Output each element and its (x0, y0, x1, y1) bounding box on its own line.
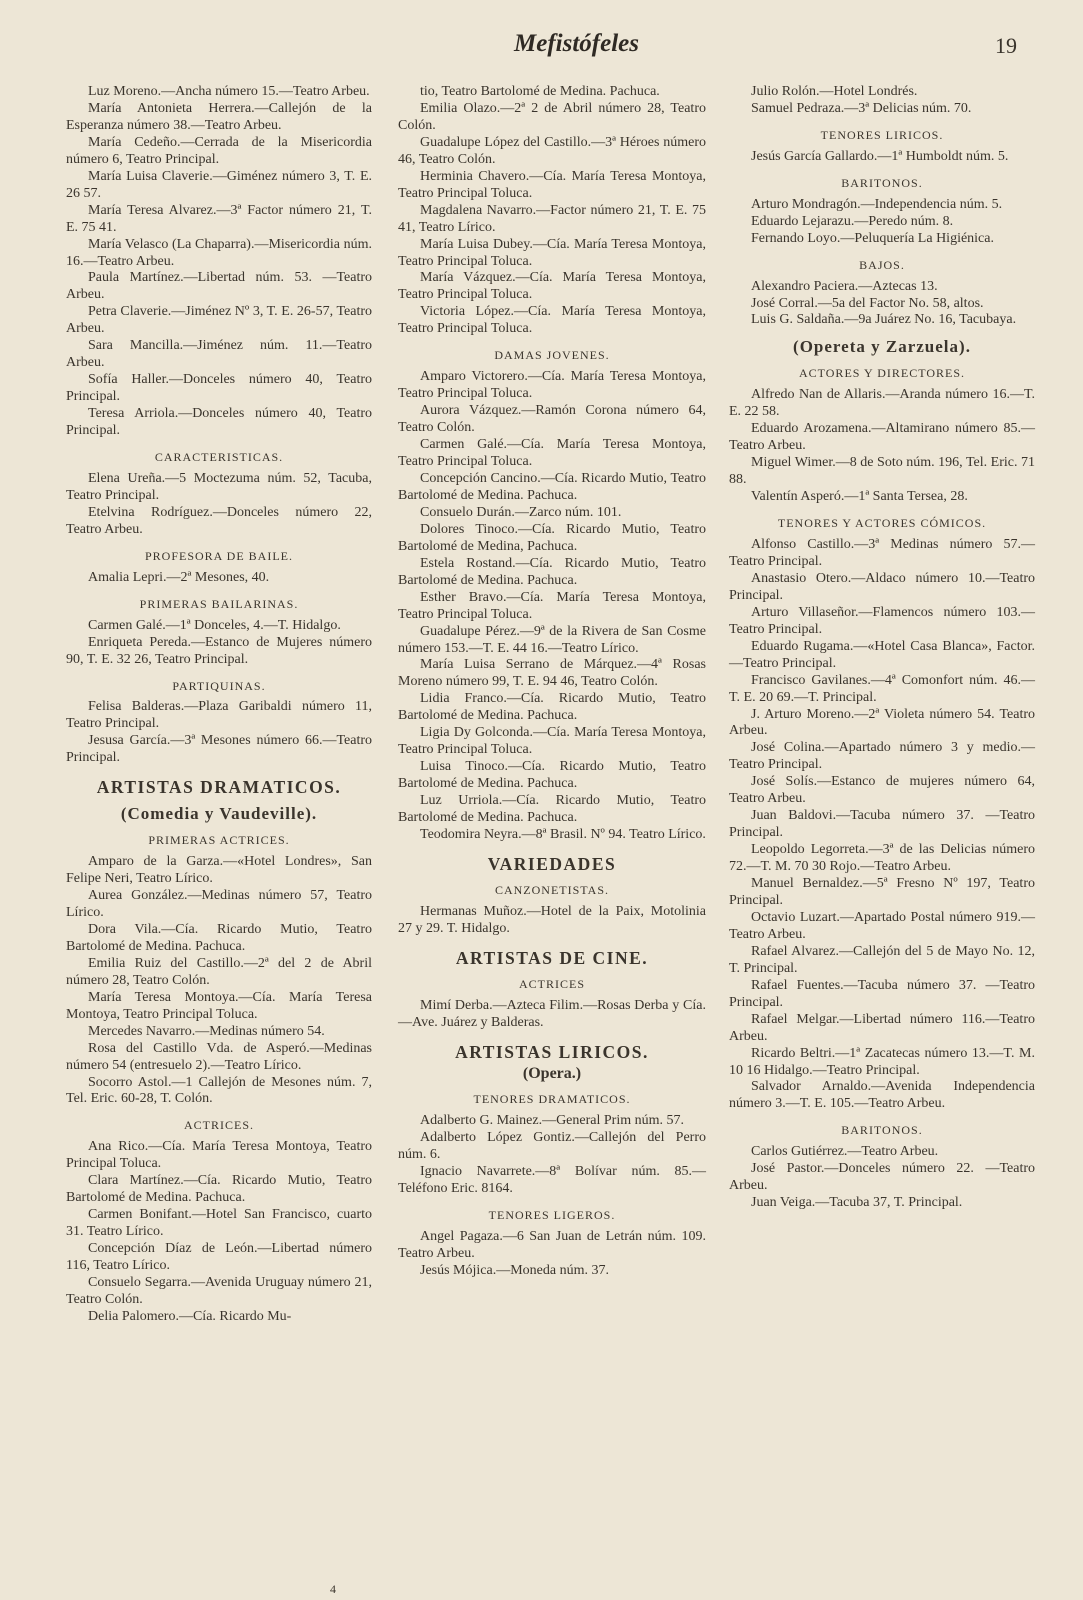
directory-entry: Estela Rostand.—Cía. Ricardo Mutio, Teatro Bartolomé de Medina. Pachuca. (398, 555, 706, 588)
directory-entry: Petra Claverie.—Jiménez Nº 3, T. E. 26-57, Teatro Arbeu. (66, 304, 372, 337)
directory-entry: Arturo Mondragón.—Independencia núm. 5. (751, 196, 1003, 212)
directory-entry: Amalia Lepri.—2ª Mesones, 40. (88, 569, 270, 585)
section-subtitle: (Comedia y Vaudeville). (120, 804, 318, 824)
directory-entry: Rafael Melgar.—Libertad número 116.—Teatro Arbeu. (729, 1011, 1035, 1044)
directory-entry: Samuel Pedraza.—3ª Delicias núm. 70. (751, 100, 972, 116)
directory-entry: Carmen Galé.—Cía. María Teresa Montoya, Teatro Principal Toluca. (398, 437, 706, 470)
directory-entry: Clara Martínez.—Cía. Ricardo Mutio, Teatro Bartolomé de Medina. Pachuca. (66, 1173, 372, 1206)
directory-entry: María Antonieta Herrera.—Callejón de la Esperanza número 38.—Teatro Arbeu. (66, 100, 372, 133)
directory-entry: José Solís.—Estanco de mujeres número 64, Teatro Arbeu. (729, 774, 1035, 807)
directory-entry: Ricardo Beltri.—1ª Zacatecas número 13.—T. M. 10 16 Hidalgo.—Teatro Principal. (729, 1045, 1035, 1078)
section-subheading: DAMAS JOVENES. (494, 348, 610, 363)
directory-entry: María Cedeño.—Cerrada de la Misericordia número 6, Teatro Principal. (66, 134, 372, 167)
section-heading: ARTISTAS DE CINE. (455, 947, 649, 968)
column-2 (398, 84, 706, 1280)
directory-entry: Dolores Tinoco.—Cía. Ricardo Mutio, Teatro Bartolomé de Medina, Pachuca. (398, 521, 706, 554)
directory-entry: María Velasco (La Chaparra).—Misericordia núm. 16.—Teatro Arbeu. (66, 236, 372, 269)
directory-entry: Luz Moreno.—Ancha número 15.—Teatro Arbeu. (88, 84, 370, 99)
section-subheading: ACTORES Y DIRECTORES. (798, 366, 966, 381)
page-header (0, 30, 1083, 64)
directory-entry: Sara Mancilla.—Jiménez núm. 11.—Teatro Arbeu. (66, 338, 372, 371)
directory-entry: María Teresa Alvarez.—3ª Factor número 21, T. E. 75 41. (66, 202, 372, 235)
directory-entry: Jesusa García.—3ª Mesones número 66.—Teatro Principal. (66, 733, 372, 766)
directory-entry: Anastasio Otero.—Aldaco número 10.—Teatro Principal. (729, 570, 1035, 603)
directory-entry: Luz Urriola.—Cía. Ricardo Mutio, Teatro Bartolomé de Medina. Pachuca. (398, 793, 706, 826)
directory-entry: Guadalupe Pérez.—9ª de la Rivera de San Cosme número 153.—T. E. 44 16.—Teatro Lírico. (398, 623, 706, 656)
directory-entry: José Pastor.—Donceles número 22. —Teatro Arbeu. (729, 1161, 1035, 1194)
directory-entry: Hermanas Muñoz.—Hotel de la Paix, Motolinia 27 y 29. T. Hidalgo. (398, 903, 706, 936)
directory-entry: Amparo Victorero.—Cía. María Teresa Montoya, Teatro Principal Toluca. (398, 369, 706, 402)
section-subheading: PARTIQUINAS. (172, 678, 266, 693)
directory-entry: Elena Ureña.—5 Moctezuma núm. 52, Tacuba, Teatro Principal. (66, 470, 372, 503)
directory-entry: Juan Baldovi.—Tacuba número 37. —Teatro Principal. (729, 808, 1035, 841)
directory-entry: Aurea González.—Medinas número 57, Teatro Lírico. (66, 888, 372, 920)
directory-entry: Consuelo Segarra.—Avenida Uruguay número 21, Teatro Colón. (66, 1275, 372, 1307)
section-heading: VARIEDADES (487, 853, 617, 874)
directory-entry: Emilia Olazo.—2ª 2 de Abril número 28, Teatro Colón. (398, 100, 706, 133)
directory-entry: José Colina.—Apartado número 3 y medio.—Teatro Principal. (729, 740, 1035, 773)
section-subheading: ACTRICES. (183, 1118, 254, 1133)
directory-entry: Teodomira Neyra.—8ª Brasil. Nº 94. Teatro Lírico. (420, 826, 706, 842)
directory-entry: Lidia Franco.—Cía. Ricardo Mutio, Teatro Bartolomé de Medina. Pachuca. (398, 691, 706, 724)
section-subheading: TENORES LIGEROS. (488, 1208, 616, 1223)
section-subheading: CANZONETISTAS. (494, 882, 610, 897)
directory-entry: Miguel Wimer.—8 de Soto núm. 196, Tel. Eric. 71 88. (729, 455, 1035, 488)
directory-entry: Rafael Alvarez.—Callejón del 5 de Mayo No. 12, T. Principal. (729, 943, 1035, 976)
directory-entry: Luisa Tinoco.—Cía. Ricardo Mutio, Teatro Bartolomé de Medina. Pachuca. (398, 759, 706, 792)
section-subheading: PRIMERAS ACTRICES. (148, 833, 290, 848)
directory-entry: Esther Bravo.—Cía. María Teresa Montoya, Teatro Principal Toluca. (398, 589, 706, 622)
directory-entry: Francisco Gavilanes.—4ª Comonfort núm. 46.—T. E. 20 69.—T. Principal. (729, 672, 1035, 705)
directory-entry: Ignacio Navarrete.—8ª Bolívar núm. 85.—Teléfono Eric. 8164. (398, 1164, 706, 1197)
directory-entry: J. Arturo Moreno.—2ª Violeta número 54. Teatro Arbeu. (729, 706, 1035, 739)
directory-entry: Mimí Derba.—Azteca Filim.—Rosas Derba y Cía.—Ave. Juárez y Balderas. (398, 997, 706, 1030)
directory-entry: Manuel Bernaldez.—5ª Fresno Nº 197, Teatro Principal. (729, 876, 1035, 908)
directory-entry: Emilia Ruiz del Castillo.—2ª del 2 de Abril número 28, Teatro Colón. (66, 955, 372, 988)
directory-entry: Rafael Fuentes.—Tacuba número 37. —Teatro Principal. (729, 977, 1035, 1010)
directory-entry: Octavio Luzart.—Apartado Postal número 919.—Teatro Arbeu. (729, 909, 1035, 942)
directory-entry: tio, Teatro Bartolomé de Medina. Pachuca. (420, 84, 660, 99)
directory-entry: Concepción Díaz de León.—Libertad número 116, Teatro Lírico. (66, 1241, 372, 1274)
directory-entry: Consuelo Durán.—Zarco núm. 101. (420, 504, 622, 520)
directory-entry: Alfonso Castillo.—3ª Medinas número 57.—Teatro Principal. (729, 536, 1035, 569)
directory-entry: Dora Vila.—Cía. Ricardo Mutio, Teatro Bartolomé de Medina. Pachuca. (66, 921, 372, 954)
directory-entry: María Luisa Claverie.—Giménez número 3, T. E. 26 57. (66, 168, 372, 201)
directory-entry: Juan Veiga.—Tacuba 37, T. Principal. (751, 1195, 963, 1211)
directory-entry: María Luisa Dubey.—Cía. María Teresa Montoya, Teatro Principal Toluca. (398, 236, 706, 269)
directory-entry: Jesús Mójica.—Moneda núm. 37. (420, 1263, 609, 1279)
directory-entry: Enriqueta Pereda.—Estanco de Mujeres número 90, T. E. 32 26, Teatro Principal. (66, 634, 372, 667)
section-subheading: BARITONOS. (841, 1123, 923, 1138)
directory-entry: Aurora Vázquez.—Ramón Corona número 64, Teatro Colón. (398, 403, 706, 436)
directory-entry: Socorro Astol.—1 Callejón de Mesones núm. 7, Tel. Eric. 60-28, T. Colón. (66, 1074, 372, 1107)
directory-entry: Fernando Loyo.—Peluquería La Higiénica. (751, 230, 994, 246)
directory-entry: Victoria López.—Cía. María Teresa Montoya, Teatro Principal Toluca. (398, 304, 706, 337)
directory-entry: Jesús García Gallardo.—1ª Humboldt núm. 5. (751, 148, 1009, 164)
footer-mark: 4 (330, 1582, 336, 1596)
directory-entry: Angel Pagaza.—6 San Juan de Letrán núm. 109. Teatro Arbeu. (398, 1229, 706, 1262)
directory-entry: Carmen Bonifant.—Hotel San Francisco, cuarto 31. Teatro Lírico. (66, 1207, 372, 1240)
section-subtitle: (Opereta y Zarzuela). (793, 337, 971, 357)
directory-entry: Ligia Dy Golconda.—Cía. María Teresa Montoya, Teatro Principal Toluca. (398, 725, 706, 758)
section-subheading: BARITONOS. (841, 175, 923, 190)
directory-entry: Luis G. Saldaña.—9a Juárez No. 16, Tacubaya. (751, 312, 1017, 328)
directory-entry: Alfredo Nan de Allaris.—Aranda número 16.—T. E. 22 58. (729, 387, 1035, 420)
directory-entry: Ana Rico.—Cía. María Teresa Montoya, Teatro Principal Toluca. (66, 1139, 372, 1172)
directory-entry: Amparo de la Garza.—«Hotel Londres», San Felipe Neri, Teatro Lírico. (66, 854, 372, 887)
column-1 (66, 84, 372, 1326)
page-number: 19 (995, 33, 1017, 58)
directory-entry: Etelvina Rodríguez.—Donceles número 22, Teatro Arbeu. (66, 504, 372, 537)
directory-entry: Rosa del Castillo Vda. de Asperó.—Medinas número 54 (entresuelo 2).—Teatro Lírico. (66, 1040, 372, 1073)
directory-entry: Felisa Balderas.—Plaza Garibaldi número 11, Teatro Principal. (66, 699, 372, 732)
directory-entry: Leopoldo Legorreta.—3ª de las Delicias número 72.—T. M. 70 30 Rojo.—Teatro Arbeu. (729, 842, 1035, 875)
directory-entry: Guadalupe López del Castillo.—3ª Héroes número 46, Teatro Colón. (398, 134, 706, 167)
section-subheading: BAJOS. (859, 257, 905, 272)
directory-entry: Carmen Galé.—1ª Donceles, 4.—T. Hidalgo. (88, 617, 341, 633)
directory-entry: Valentín Asperó.—1ª Santa Tersea, 28. (751, 489, 968, 505)
section-subheading: TENORES Y ACTORES CÓMICOS. (777, 516, 987, 531)
directory-entry: María Vázquez.—Cía. María Teresa Montoya, Teatro Principal Toluca. (398, 270, 706, 303)
directory-entry: Paula Martínez.—Libertad núm. 53. —Teatro Arbeu. (66, 270, 372, 303)
section-subheading: ACTRICES (518, 976, 585, 991)
directory-entry: Concepción Cancino.—Cía. Ricardo Mutio, Teatro Bartolomé de Medina. Pachuca. (398, 470, 706, 503)
section-subheading: PRIMERAS BAILARINAS. (139, 596, 299, 611)
directory-entry: Mercedes Navarro.—Medinas número 54. (88, 1023, 325, 1039)
directory-entry: José Corral.—5a del Factor No. 58, altos. (751, 295, 984, 311)
directory-entry: Herminia Chavero.—Cía. María Teresa Montoya, Teatro Principal Toluca. (398, 168, 706, 201)
section-subheading: CARACTERISTICAS. (154, 450, 284, 465)
directory-entry: Adalberto G. Mainez.—General Prim núm. 57. (420, 1113, 684, 1129)
directory-entry: Eduardo Lejarazu.—Peredo núm. 8. (751, 213, 954, 229)
directory-entry: Delia Palomero.—Cía. Ricardo Mu- (88, 1308, 292, 1324)
directory-entry: Eduardo Rugama.—«Hotel Casa Blanca», Factor.—Teatro Principal. (729, 638, 1035, 671)
column-3 (729, 84, 1035, 1212)
section-subheading: PROFESORA DE BAILE. (144, 548, 294, 563)
directory-entry: Carlos Gutiérrez.—Teatro Arbeu. (751, 1144, 939, 1160)
directory-entry: Arturo Villaseñor.—Flamencos número 103.—Teatro Principal. (729, 604, 1035, 637)
directory-entry: María Luisa Serrano de Márquez.—4ª Rosas Moreno número 99, T. E. 94 46, Teatro Colón. (398, 657, 706, 690)
directory-entry: Julio Rolón.—Hotel Londrés. (751, 84, 918, 99)
directory-entry: Alexandro Paciera.—Aztecas 13. (751, 278, 938, 294)
directory-entry: María Teresa Montoya.—Cía. María Teresa Montoya, Teatro Principal Toluca. (66, 989, 372, 1022)
section-subtitle: (Opera.) (522, 1064, 582, 1082)
magazine-title: Mefistófeles (514, 30, 639, 57)
section-heading: ARTISTAS DRAMATICOS. (96, 777, 342, 798)
directory-entry: Magdalena Navarro.—Factor número 21, T. E. 75 41, Teatro Lírico. (398, 202, 706, 235)
directory-entry: Teresa Arriola.—Donceles número 40, Teatro Principal. (66, 406, 372, 439)
directory-entry: Sofía Haller.—Donceles número 40, Teatro Principal. (66, 372, 372, 405)
directory-entry: Salvador Arnaldo.—Avenida Independencia número 3.—T. E. 105.—Teatro Arbeu. (729, 1079, 1035, 1112)
directory-entry: Eduardo Arozamena.—Altamirano número 85.—Teatro Arbeu. (729, 421, 1035, 454)
directory-entry: Adalberto López Gontiz.—Callejón del Perro núm. 6. (398, 1130, 706, 1163)
section-subheading: TENORES LIRICOS. (820, 127, 944, 142)
section-heading: ARTISTAS LIRICOS. (455, 1041, 649, 1062)
section-subheading: TENORES DRAMATICOS. (473, 1092, 631, 1107)
